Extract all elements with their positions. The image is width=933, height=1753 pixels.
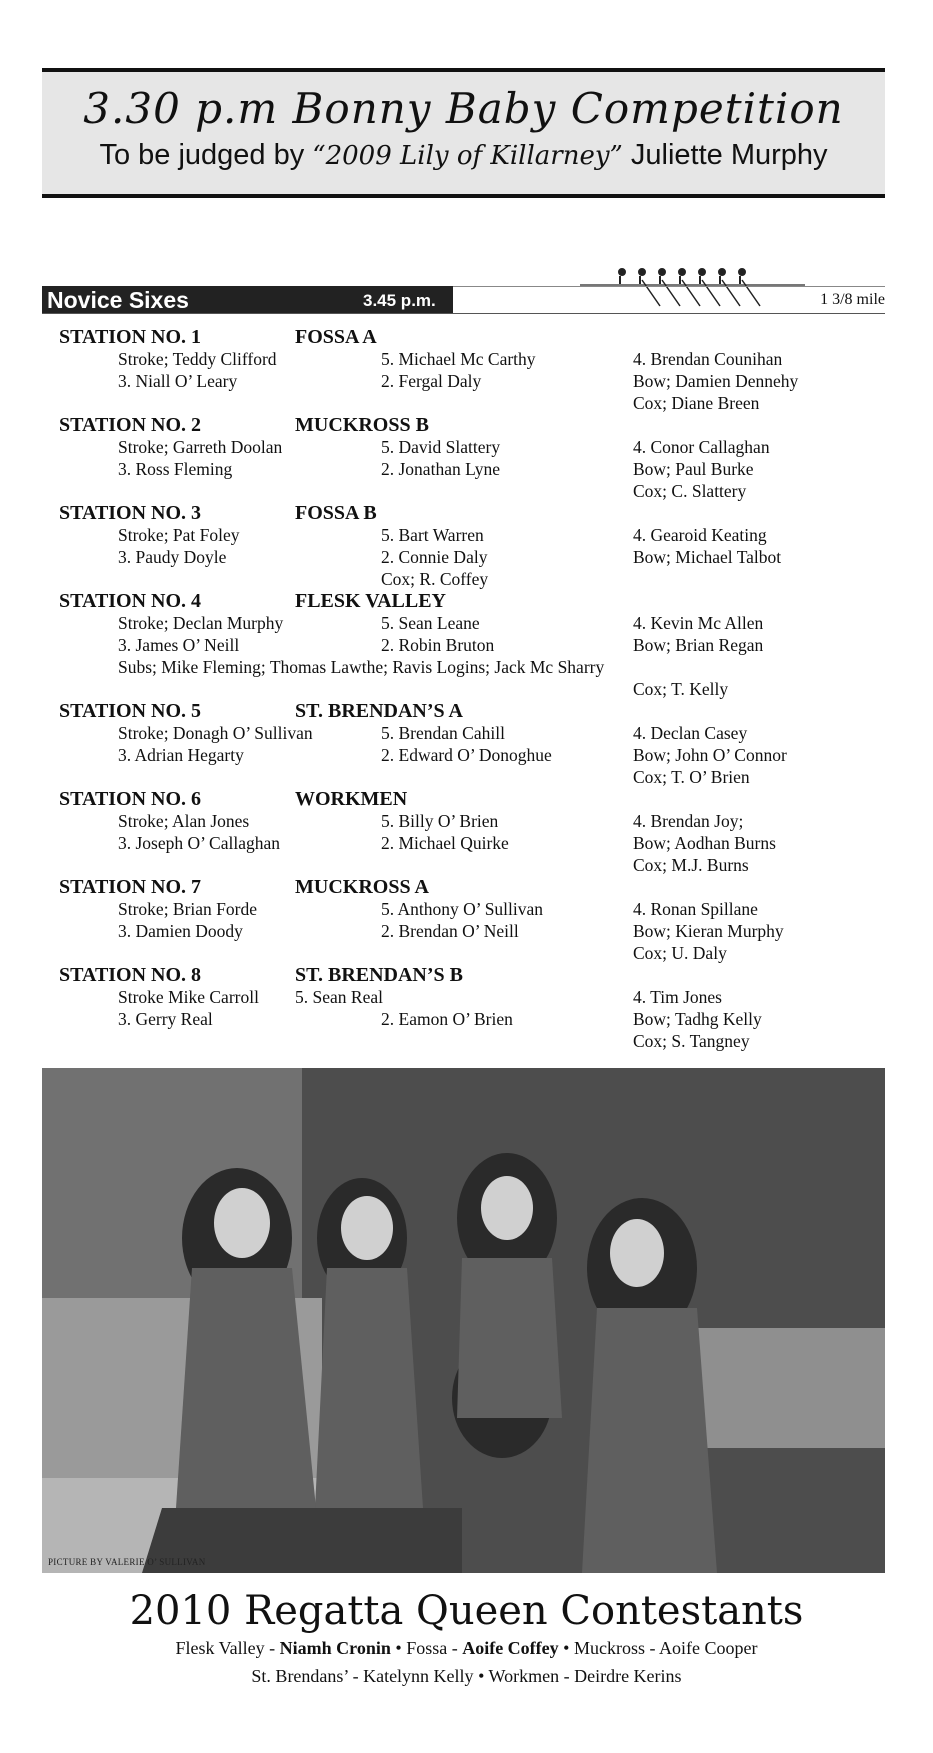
team-name: FLESK VALLEY xyxy=(295,590,446,612)
crew-member: 4. Declan Casey xyxy=(633,723,748,743)
crew-member: Stroke; Teddy Clifford xyxy=(118,349,277,369)
race-name: Novice Sixes xyxy=(47,287,189,313)
crew-row xyxy=(59,766,889,788)
station-number: STATION NO. 6 xyxy=(59,788,202,810)
crew-member: 3. Joseph O’ Callaghan xyxy=(118,833,281,853)
station-heading xyxy=(59,788,889,810)
crew-member: Bow; Damien Dennehy xyxy=(633,371,799,391)
crew-row xyxy=(59,436,889,458)
crew-member: Bow; Tadhg Kelly xyxy=(633,1009,762,1029)
crew-member: 2. Connie Daly xyxy=(381,547,488,567)
station-number: STATION NO. 5 xyxy=(59,700,202,722)
station-number: STATION NO. 2 xyxy=(59,414,202,436)
crew-row xyxy=(59,1030,889,1052)
crew-member: Bow; Aodhan Burns xyxy=(633,833,776,853)
team-name: WORKMEN xyxy=(295,788,408,810)
race-time: 3.45 p.m. xyxy=(363,291,436,310)
crew-member: 4. Ronan Spillane xyxy=(633,899,758,919)
contestant-club: Flesk Valley xyxy=(175,1638,265,1658)
contestant-club: Muckross xyxy=(573,1638,645,1658)
team-name: ST. BRENDAN’S A xyxy=(295,700,463,722)
crew-row xyxy=(59,832,889,854)
crew-row xyxy=(59,1008,889,1030)
crew-member: 3. Ross Fleming xyxy=(118,459,233,479)
race-header-bar xyxy=(42,286,885,314)
crew-row xyxy=(59,480,889,502)
crew-member: 2. Eamon O’ Brien xyxy=(381,1009,513,1029)
team-name: MUCKROSS A xyxy=(295,876,429,898)
crew-member: Cox; R. Coffey xyxy=(381,569,489,589)
crew-member: Cox; Diane Breen xyxy=(633,393,760,413)
crew-member: Cox; M.J. Burns xyxy=(633,855,749,875)
crew-row xyxy=(59,722,889,744)
crew-row xyxy=(59,744,889,766)
crew-member: 3. Damien Doody xyxy=(118,921,243,941)
station-heading xyxy=(59,326,889,348)
race-title-block xyxy=(42,286,453,313)
crew-member: 3. Niall O’ Leary xyxy=(118,371,238,391)
crew-member: 5. David Slattery xyxy=(381,437,501,457)
station-block xyxy=(59,502,889,590)
judge-title: “2009 Lily of Killarney” xyxy=(312,141,623,171)
crew-member: 5. Sean Real xyxy=(295,987,383,1007)
crew-member: 3. Adrian Hegarty xyxy=(118,745,244,765)
crew-member: Stroke Mike Carroll xyxy=(118,987,259,1007)
crew-member: Stroke; Pat Foley xyxy=(118,525,240,545)
crew-row xyxy=(59,810,889,832)
crew-member: Bow; Paul Burke xyxy=(633,459,754,479)
crew-member: 2. Edward O’ Donoghue xyxy=(381,745,552,765)
crew-member: 5. Michael Mc Carthy xyxy=(381,349,536,369)
crew-member: 3. James O’ Neill xyxy=(118,635,240,655)
crew-row xyxy=(59,568,889,590)
crew-member: Stroke; Declan Murphy xyxy=(118,613,284,633)
judge-prefix: To be judged by xyxy=(99,139,305,171)
station-heading xyxy=(59,700,889,722)
crew-member: 2. Robin Bruton xyxy=(381,635,495,655)
photo-credit: PICTURE BY VALERIE O’ SULLIVAN xyxy=(48,1557,206,1567)
crew-row xyxy=(59,546,889,568)
crew-member: 2. Fergal Daly xyxy=(381,371,482,391)
divider xyxy=(453,286,885,287)
team-name: FOSSA A xyxy=(295,326,377,348)
crew-row xyxy=(59,392,889,414)
crew-member: 5. Bart Warren xyxy=(381,525,484,545)
crew-row xyxy=(59,986,889,1008)
contestant-club: St. Brendans’ xyxy=(251,1666,349,1686)
crew-member: Bow; John O’ Connor xyxy=(633,745,787,765)
station-number: STATION NO. 3 xyxy=(59,502,202,524)
event-title: 3.30 p.m Bonny Baby Competition xyxy=(83,84,844,133)
crew-member: Bow; Brian Regan xyxy=(633,635,764,655)
crew-member: Cox; C. Slattery xyxy=(633,481,747,501)
station-block xyxy=(59,876,889,964)
crew-member: 5. Sean Leane xyxy=(381,613,480,633)
crew-member: Stroke; Garreth Doolan xyxy=(118,437,283,457)
contestant-club: Fossa xyxy=(406,1638,448,1658)
judge-line xyxy=(42,139,885,172)
crew-row xyxy=(59,524,889,546)
contestant-name: Aoife Coffey xyxy=(462,1638,559,1658)
crew-member: 2. Brendan O’ Neill xyxy=(381,921,519,941)
crew-member: Bow; Michael Talbot xyxy=(633,547,782,567)
crew-member: Cox; T. Kelly xyxy=(633,679,729,699)
crew-member: 4. Tim Jones xyxy=(633,987,722,1007)
station-block xyxy=(59,590,889,700)
station-list xyxy=(59,326,889,1052)
crew-member: 4. Gearoid Keating xyxy=(633,525,767,545)
contestant-name: Katelynn Kelly xyxy=(363,1666,474,1686)
crew-row xyxy=(59,458,889,480)
crew-member: Cox; T. O’ Brien xyxy=(633,767,750,787)
station-heading xyxy=(59,590,889,612)
crew-member: 4. Brendan Joy; xyxy=(633,811,744,831)
contestant-name: Aoife Cooper xyxy=(659,1638,758,1658)
team-name: FOSSA B xyxy=(295,502,377,524)
crew-member: 4. Brendan Counihan xyxy=(633,349,783,369)
station-number: STATION NO. 7 xyxy=(59,876,202,898)
station-number: STATION NO. 4 xyxy=(59,590,202,612)
queens-line-2: St. Brendans’ - Katelynn Kelly • Workmen - Deirdre Kerins xyxy=(251,1666,682,1686)
crew-member: 4. Conor Callaghan xyxy=(633,437,770,457)
crew-member: Stroke; Brian Forde xyxy=(118,899,258,919)
queens-line-1: Flesk Valley - Niamh Cronin • Fossa - Aoife Coffey • Muckross - Aoife Cooper xyxy=(175,1638,758,1658)
station-number: STATION NO. 8 xyxy=(59,964,202,986)
crew-member: 5. Brendan Cahill xyxy=(381,723,505,743)
station-block xyxy=(59,326,889,414)
contestant-name: Deirdre Kerins xyxy=(574,1666,682,1686)
crew-row xyxy=(59,942,889,964)
station-number: STATION NO. 1 xyxy=(59,326,202,348)
crew-row xyxy=(59,678,889,700)
crew-row xyxy=(59,920,889,942)
crew-member: Cox; U. Daly xyxy=(633,943,727,963)
crew-member: Stroke; Alan Jones xyxy=(118,811,250,831)
subs-row xyxy=(59,656,889,678)
station-heading xyxy=(59,502,889,524)
race-distance: 1 3/8 mile xyxy=(820,291,885,308)
crew-member: Bow; Kieran Murphy xyxy=(633,921,784,941)
subs-list: Subs; Mike Fleming; Thomas Lawthe; Ravis Logins; Jack Mc Sharry xyxy=(118,657,605,677)
crew-row xyxy=(59,612,889,634)
station-heading xyxy=(59,414,889,436)
station-heading xyxy=(59,876,889,898)
contestant-name: Niamh Cronin xyxy=(279,1638,391,1658)
crew-member: 5. Billy O’ Brien xyxy=(381,811,499,831)
team-name: ST. BRENDAN’S B xyxy=(295,964,463,986)
crew-member: 3. Paudy Doyle xyxy=(118,547,227,567)
crew-member: 4. Kevin Mc Allen xyxy=(633,613,764,633)
crew-row xyxy=(59,634,889,656)
queens-title: 2010 Regatta Queen Contestants xyxy=(129,1588,804,1634)
crew-member: 2. Michael Quirke xyxy=(381,833,509,853)
bonny-baby-header xyxy=(42,68,885,198)
station-block xyxy=(59,788,889,876)
crew-member: 2. Jonathan Lyne xyxy=(381,459,501,479)
crew-row xyxy=(59,898,889,920)
station-block xyxy=(59,700,889,788)
contestant-club: Workmen xyxy=(488,1666,560,1686)
photo-scene xyxy=(42,1068,885,1573)
crew-member: Stroke; Donagh O’ Sullivan xyxy=(118,723,313,743)
crew-member: 3. Gerry Real xyxy=(118,1009,213,1029)
station-heading xyxy=(59,964,889,986)
station-block xyxy=(59,414,889,502)
judge-name: Juliette Murphy xyxy=(630,139,828,171)
crew-member: Cox; S. Tangney xyxy=(633,1031,750,1051)
crew-member: 5. Anthony O’ Sullivan xyxy=(381,899,544,919)
team-name: MUCKROSS B xyxy=(295,414,429,436)
crew-row xyxy=(59,348,889,370)
contestants-photo xyxy=(42,1068,885,1573)
crew-row xyxy=(59,854,889,876)
crew-row xyxy=(59,370,889,392)
station-block xyxy=(59,964,889,1052)
